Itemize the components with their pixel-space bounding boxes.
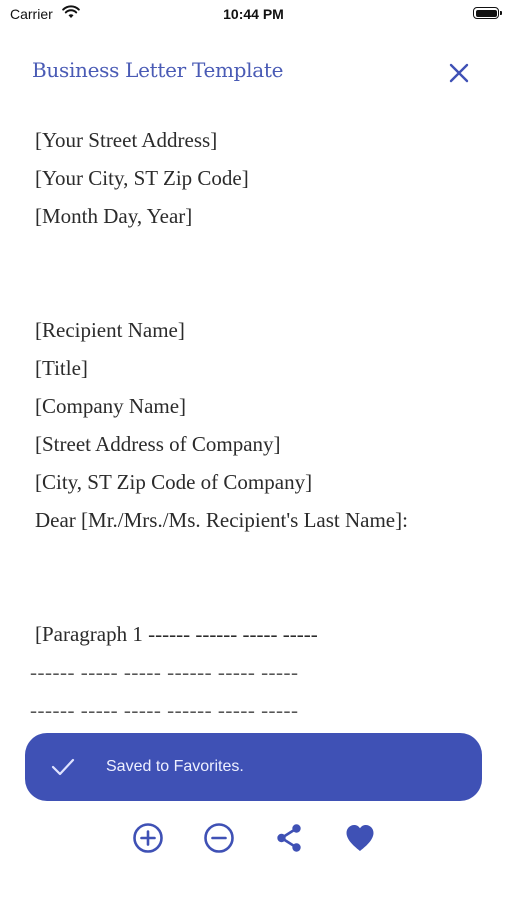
clock: 10:44 PM — [223, 6, 284, 22]
letter-paragraph: [Paragraph 1 ------ ------ ----- ----- — [35, 622, 318, 646]
checkmark-icon — [51, 757, 75, 777]
letter-line: [Month Day, Year] — [35, 204, 193, 228]
toast-message: Saved to Favorites. — [106, 758, 244, 775]
letter-line: [Title] — [35, 356, 88, 380]
letter-line: [Your Street Address] — [35, 128, 218, 152]
letter-line: [Your City, ST Zip Code] — [35, 166, 249, 190]
letter-salutation: Dear [Mr./Mrs./Ms. Recipient's Last Name]: — [35, 508, 408, 532]
page-title: Business Letter Template — [32, 58, 284, 82]
letter-line: [Street Address of Company] — [35, 432, 281, 456]
favorite-heart-icon[interactable] — [344, 822, 376, 854]
battery-icon — [473, 7, 499, 19]
close-icon[interactable] — [446, 60, 472, 86]
letter-line: [Recipient Name] — [35, 318, 185, 342]
share-icon[interactable] — [273, 822, 305, 854]
letter-paragraph-line: ------ ----- ----- ------ ----- ----- — [30, 660, 299, 684]
letter-paragraph-line: ------ ----- ----- ------ ----- ----- — [30, 698, 299, 722]
saved-toast — [25, 733, 482, 801]
zoom-out-icon[interactable] — [203, 822, 235, 854]
carrier-label: Carrier — [10, 6, 53, 22]
letter-line: [City, ST Zip Code of Company] — [35, 470, 313, 494]
status-bar — [0, 0, 507, 30]
zoom-in-icon[interactable] — [132, 822, 164, 854]
letter-line: [Company Name] — [35, 394, 187, 418]
